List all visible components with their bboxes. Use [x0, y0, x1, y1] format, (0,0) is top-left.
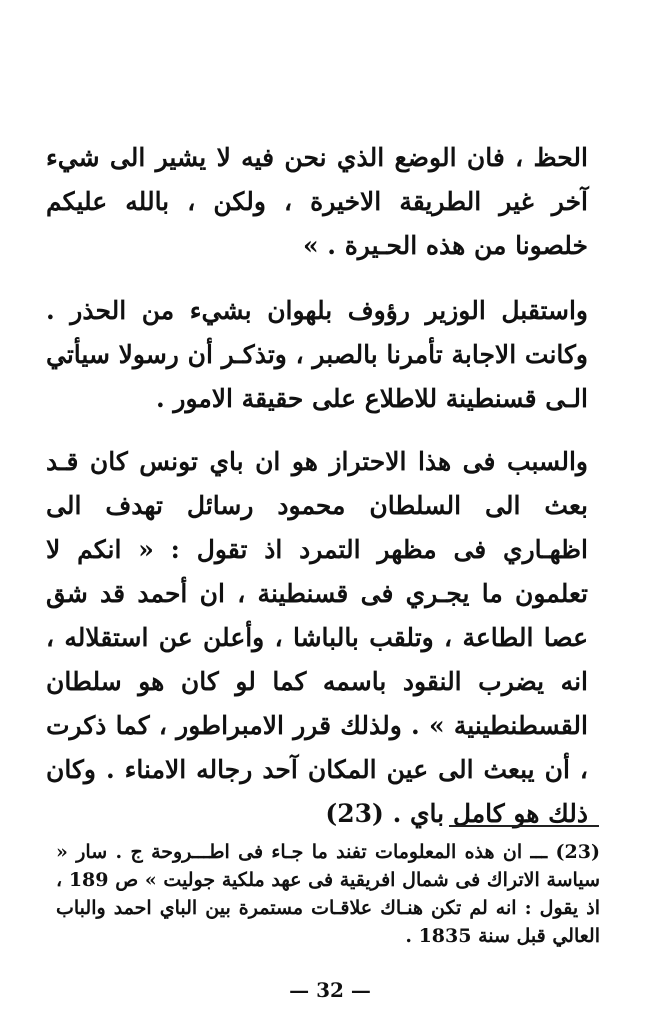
- footnote-divider: [449, 825, 599, 827]
- paragraph-1: الحظ ، فان الوضع الذي نحن فيه لا يشير الى شيء آخر غير الطريقة الاخيرة ، ولكن ، بالله عليكم خلصونا من هذه الحـيرة . »: [46, 143, 588, 260]
- page-number: — 32 —: [289, 978, 371, 1002]
- paragraph-3: والسبب فى هذا الاحتراز هو ان باي تونس كان قـد بعث الى السلطان محمود رسائل تهدف الى اظهـاري فى مظهر التمرد اذ تقول : « انكم لا تعلمون ما يجـري فى قسنطينة ، ان أحمد قد شق عصا الطاعة ، وتلقب بالباشا ، وأعلن عن استقلاله ، انه يضرب النقود باسمه كما لو كان هو سلطان القسطنطينية » . ولذلك قرر الامبراطور ، كما ذكرت ، أن يبعث الى عين المكان آحد رجاله الامناء . وكان ذلك هو كامل باي . (23): [46, 447, 588, 828]
- paragraph-2: واستقبل الوزير رؤوف بلهوان بشيء من الحذر . وكانت الاجابة تأمرنا بالصبر ، وتذكـر أن رسولا سيأتي الـى قسنطينة للاطلاع على حقيقة الامور .: [46, 296, 588, 413]
- footnote-23: (23) ـــ ان هذه المعلومات تفند ما جـاء فى اطـــروحة ج . سار « سياسة الاتراك فى شمال افريقية فى عهد ملكية جوليت » ص 189 ، اذ يقول : انه لم تكن هنـاك علاقـات مستمرة بين الباي احمد والباب العالي قبل سنة 1835 .: [56, 841, 601, 947]
